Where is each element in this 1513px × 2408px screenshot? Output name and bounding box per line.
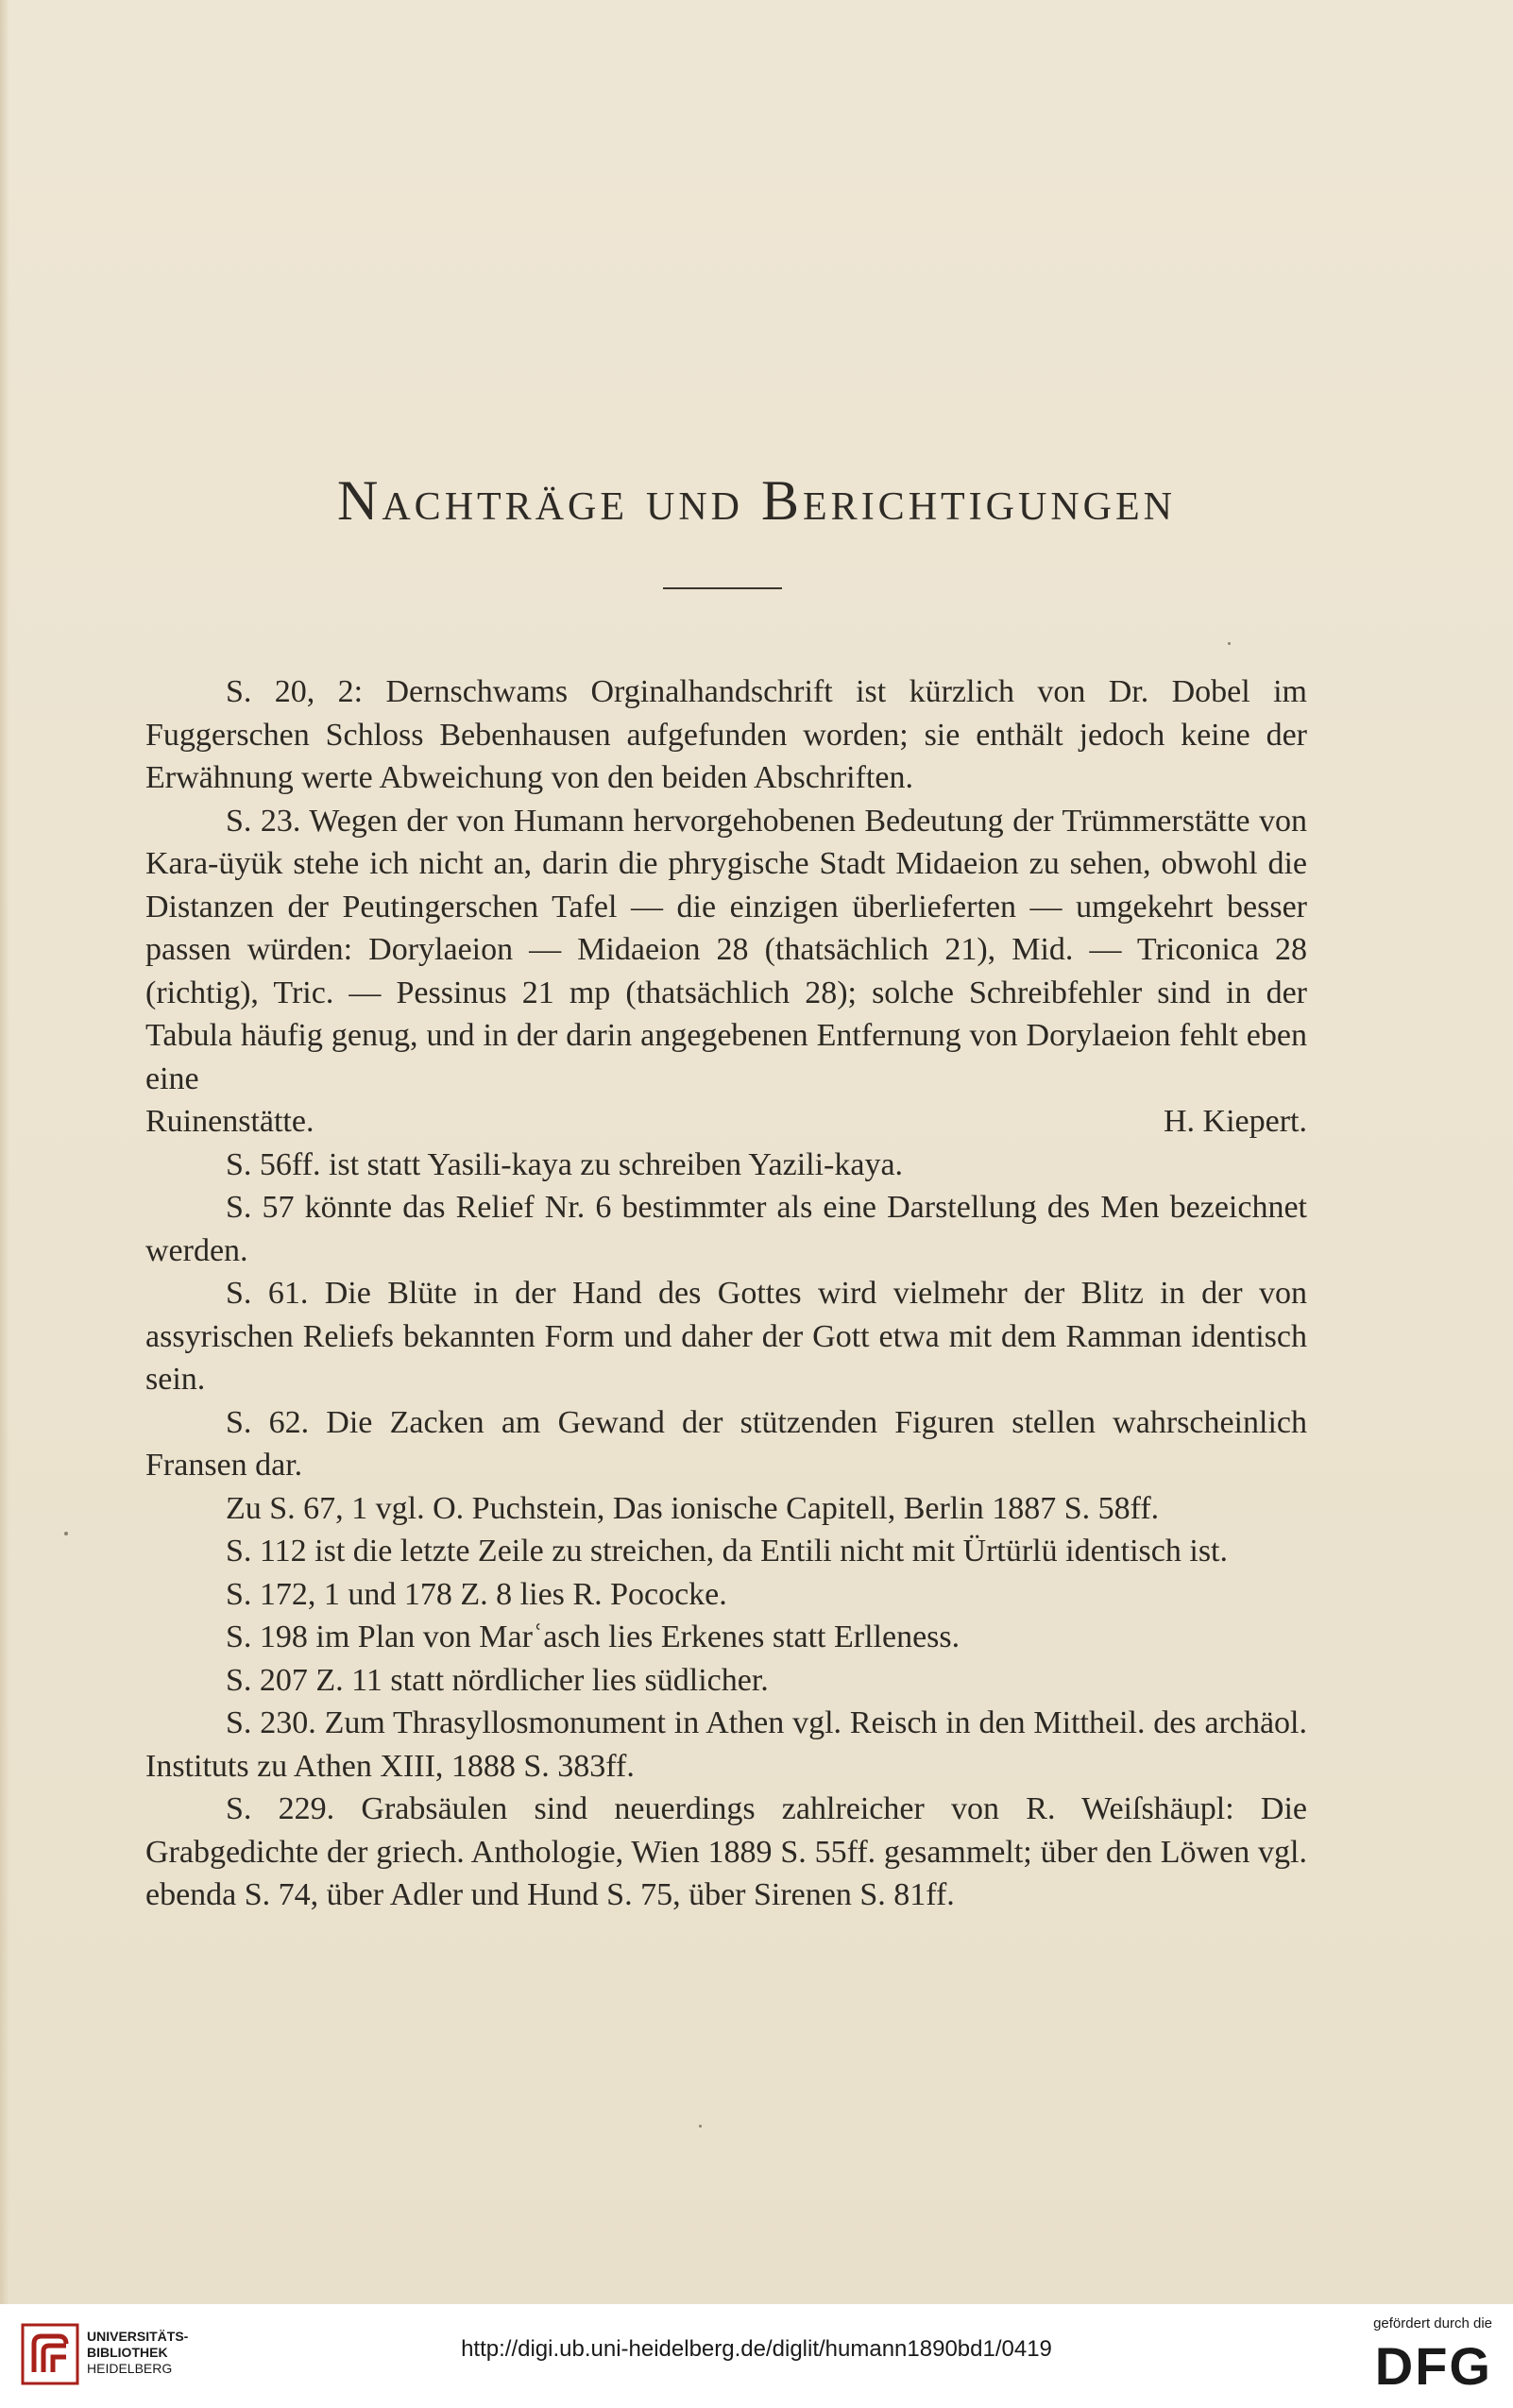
page-edge-shadow: [0, 0, 9, 2408]
paragraph-s229: S. 229. Grabsäulen sind neuerdings zahlreicher von R. Weiſshäupl: Die Grabgedichte der griech. Anthologie, Wien 1889 S. 55ff. gesammelt; über den Löwen vgl. ebenda S. 74, über Adler und Hund S. 75, über Sirenen S. 81ff.: [145, 1791, 1307, 1912]
paper-speck: [64, 1532, 68, 1535]
signature-author: H. Kiepert.: [1163, 1104, 1307, 1139]
sponsor-text: gefördert durch die: [1373, 2315, 1492, 2332]
dfg-logo: DFG: [1374, 2336, 1492, 2396]
paragraph-s20: S. 20, 2: Dernschwams Orginalhandschrift ist kürzlich von Dr. Dobel im Fuggerschen Schloss Bebenhausen aufgefunden worden; sie enthält jedoch keine der Erwähnung werte Abweichung von den beiden Abschriften.: [145, 674, 1307, 795]
paragraph-s62: S. 62. Die Zacken am Gewand der stützenden Figuren stellen wahrscheinlich Fransen dar.: [145, 1404, 1307, 1483]
footer-bar: [0, 2304, 1513, 2408]
signature-line-left: Ruinenstätte.: [145, 1104, 314, 1139]
paragraph-s23: S. 23. Wegen der von Humann hervorgehobenen Bedeutung der Trümmerstätte von Kara-üyük stehe ich nicht an, darin die phrygische Stadt Midaeion zu sehen, obwohl die Distanzen der Peutingerschen Tafel — die einzigen überlieferten — umgekehrt besser passen würden: Dorylaeion — Midaeion 28 (thatsächlich 21), Mid. — Triconica 28 (richtig), Tric. — Pessinus 21 mp (thatsächlich 28); solche Schreibfehler sind in der Tabula häufig genug, und in der darin angegebenen Entfernung von Dorylaeion fehlt eben eine: [145, 803, 1307, 1096]
title-rule: [663, 587, 782, 589]
paragraph-s207: S. 207 Z. 11 statt nördlicher lies südlicher.: [226, 1662, 769, 1698]
paragraph-s67: Zu S. 67, 1 vgl. O. Puchstein, Das ionische Capitell, Berlin 1887 S. 58ff.: [226, 1490, 1160, 1526]
body-text: [145, 670, 1307, 1917]
library-name-line: BIBLIOTHEK: [87, 2345, 168, 2360]
paragraph-s198: S. 198 im Plan von Marʿasch lies Erkenes statt Erlleness.: [226, 1619, 960, 1654]
paragraph-s61: S. 61. Die Blüte in der Hand des Gottes wird vielmehr der Blitz in der von assyrischen Reliefs bekannten Form und daher der Gott etwa mit dem Ramman identisch sein.: [145, 1276, 1307, 1397]
signature-line: [145, 1100, 1307, 1144]
library-name-line: UNIVERSITÄTS-: [87, 2329, 189, 2344]
paragraph-s172: S. 172, 1 und 178 Z. 8 lies R. Pococke.: [226, 1576, 727, 1612]
paragraph-s230: S. 230. Zum Thrasyllosmonument in Athen vgl. Reisch in den Mittheil. des archäol. Instituts zu Athen XIII, 1888 S. 383ff.: [145, 1705, 1307, 1784]
paper-speck: [699, 2125, 702, 2128]
library-name-line: HEIDELBERG: [87, 2361, 173, 2376]
paper-speck: [1228, 642, 1231, 645]
paragraph-s56: S. 56ff. ist statt Yasili-kaya zu schreiben Yazili-kaya.: [226, 1146, 904, 1182]
paragraph-s112: S. 112 ist die letzte Zeile zu streichen, da Entili nicht mit Ürtürlü identisch ist.: [226, 1534, 1229, 1569]
permalink-url[interactable]: http://digi.ub.uni-heidelberg.de/diglit/humann1890bd1/0419: [461, 2336, 1052, 2362]
paragraph-s57: S. 57 könnte das Relief Nr. 6 bestimmter als eine Darstellung des Men bezeichnet werden.: [145, 1190, 1307, 1268]
page-title: Nachträge und Berichtigungen: [337, 469, 1176, 532]
